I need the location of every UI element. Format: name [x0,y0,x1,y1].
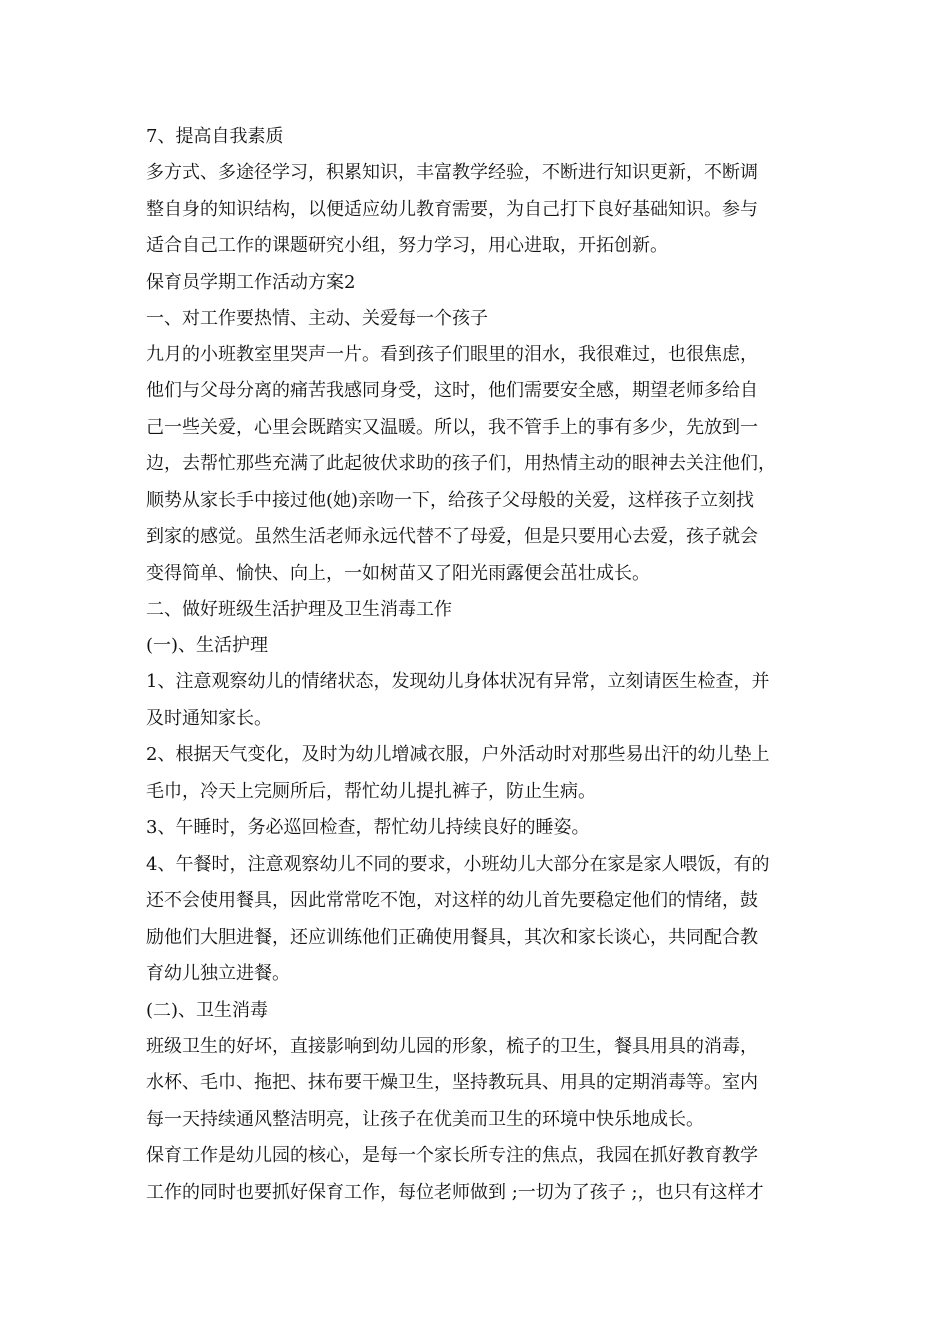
text-line: 保育工作是幼儿园的核心，是每一个家长所专注的焦点，我园在抓好教育教学 [146,1145,758,1166]
text-line: 育幼儿独立进餐。 [146,963,290,984]
section-heading [146,265,821,301]
text-line: (二)、卫生消毒 [146,999,269,1021]
text-line: 励他们大胆进餐，还应训练他们正确使用餐具，其次和家长谈心，共同配合教 [146,926,758,948]
text-line: 班级卫生的好坏，直接影响到幼儿园的形象，梳子的卫生，餐具用具的消毒， [146,1035,758,1057]
section-heading [146,592,821,628]
text-line: 每一天持续通风整洁明亮，让孩子在优美而卫生的环境中快乐地成长。 [146,1108,704,1130]
text-line: 1、注意观察幼儿的情绪状态，发现幼儿身体状况有异常，立刻请医生检查，并 [146,671,770,692]
paragraph [146,337,821,593]
section-heading [146,301,821,337]
text-line: 3、午睡时，务必巡回检查，帮忙幼儿持续良好的睡姿。 [146,817,590,838]
text-line: 工作的同时也要抓好保育工作，每位老师做到 ;一切为了孩子 ;，也只有这样才 [146,1181,764,1203]
paragraph [146,1029,821,1139]
text-line: (一)、生活护理 [146,635,269,656]
text-line: 多方式、多途径学习，积累知识，丰富教学经验，不断进行知识更新，不断调 [146,162,758,183]
text-line: 整自身的知识结构，以便适应幼儿教育需要，为自己打下良好基础知识。参与 [146,198,758,220]
paragraph [146,810,821,847]
text-line: 边，去帮忙那些充满了此起彼伏求助的孩子们，用热情主动的眼神去关注他们， [146,453,776,474]
text-line: 变得简单、愉快、向上，一如树苗又了阳光雨露便会茁壮成长。 [146,562,650,584]
text-line: 毛巾，冷天上完厕所后，帮忙幼儿提扎裤子，防止生病。 [146,780,596,802]
text-line: 及时通知家长。 [146,707,272,729]
section-heading [146,628,821,664]
text-line: 适合自己工作的课题研究小组，努力学习，用心进取，开拓创新。 [146,235,668,256]
document-body [146,119,821,1211]
text-line: 还不会使用餐具，因此常常吃不饱，对这样的幼儿首先要稳定他们的情绪，鼓 [146,890,758,911]
text-line: 2、根据天气变化，及时为幼儿增减衣服，户外活动时对那些易出汗的幼儿垫上 [146,744,770,765]
paragraph [146,1138,821,1211]
text-line: 己一些关爱，心里会既踏实又温暖。所以，我不管手上的事有多少，先放到一 [146,416,758,438]
text-line: 他们与父母分离的痛苦我感同身受，这时，他们需要安全感，期望老师多给自 [146,380,758,401]
paragraph [146,737,821,810]
text-line: 保育员学期工作活动方案2 [146,271,356,293]
text-line: 顺势从家长手中接过他(她)亲吻一下，给孩子父母般的关爱，这样孩子立刻找 [146,489,755,511]
paragraph [146,847,821,993]
text-line: 7、提高自我素质 [146,126,284,147]
text-line: 到家的感觉。虽然生活老师永远代替不了母爱，但是只要用心去爱，孩子就会 [146,526,758,547]
section-heading [146,119,821,155]
text-line: 水杯、毛巾、拖把、抹布要干燥卫生，坚持教玩具、用具的定期消毒等。室内 [146,1072,758,1093]
text-line: 九月的小班教室里哭声一片。看到孩子们眼里的泪水，我很难过，也很焦虑， [146,343,758,365]
paragraph [146,155,821,265]
text-line: 一、对工作要热情、主动、关爱每一个孩子 [146,307,488,329]
text-line: 4、午餐时，注意观察幼儿不同的要求，小班幼儿大部分在家是家人喂饭，有的 [146,853,770,875]
paragraph [146,664,821,737]
section-heading [146,993,821,1029]
text-line: 二、做好班级生活护理及卫生消毒工作 [146,599,452,620]
